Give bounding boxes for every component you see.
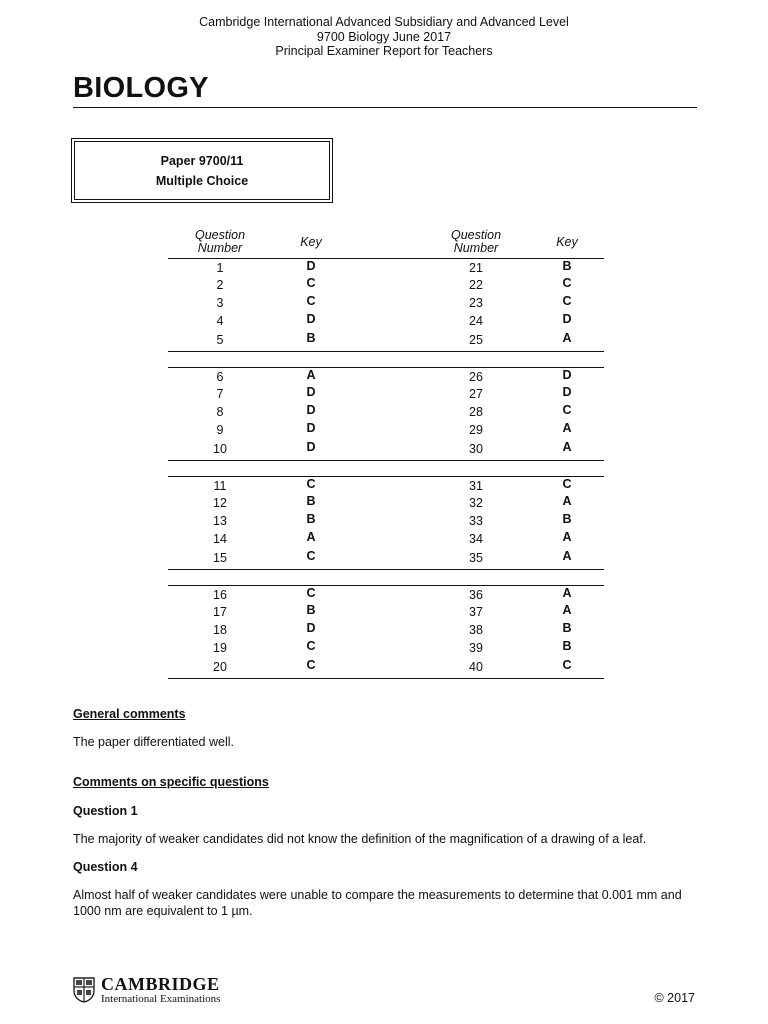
answer-key-left: D — [306, 385, 316, 399]
question-number-left: 4 — [216, 314, 224, 328]
answer-key-right: B — [562, 259, 572, 273]
question-number-right: 21 — [469, 261, 483, 275]
answer-key-left: B — [306, 331, 316, 345]
question-number-right: 22 — [469, 278, 483, 292]
question-1-text: The majority of weaker candidates did not know the definition of the magnification of a drawing of a leaf. — [73, 832, 647, 846]
table-header-row — [168, 226, 604, 258]
answer-key-right: A — [562, 331, 572, 345]
answer-key-right: C — [562, 276, 572, 290]
answer-key-right: A — [562, 586, 572, 600]
question-number-right: 28 — [469, 405, 483, 419]
answer-group — [168, 368, 604, 460]
answer-key-left: C — [306, 477, 316, 491]
answer-key-left: A — [306, 530, 316, 544]
logo-text — [101, 975, 220, 1005]
question-number-right: 35 — [469, 551, 483, 565]
answer-key-right: A — [562, 549, 572, 563]
answer-key-left: B — [306, 494, 316, 508]
header-question-number-right — [446, 229, 506, 255]
answer-key-table — [168, 226, 604, 679]
title-divider — [73, 107, 697, 108]
group-spacer — [168, 352, 604, 367]
answer-key-right: C — [562, 403, 572, 417]
question-number-left: 3 — [216, 296, 224, 310]
answer-key-right: D — [562, 385, 572, 399]
answer-key-right: D — [562, 368, 572, 382]
answer-key-left: D — [306, 621, 316, 635]
answer-group — [168, 586, 604, 678]
question-number-left: 7 — [216, 387, 224, 401]
group-spacer — [168, 570, 604, 585]
question-number-left: 16 — [213, 588, 227, 602]
header-question-word: Question — [450, 228, 502, 242]
question-number-left: 11 — [213, 479, 227, 493]
paper-code: Paper 9700/11 — [160, 153, 244, 168]
general-comments-heading: General comments — [73, 707, 186, 721]
header-question-number-left — [190, 229, 250, 255]
answer-key-right: C — [562, 658, 572, 672]
answer-key-right: A — [562, 421, 572, 435]
header-key-left: Key — [300, 235, 322, 249]
question-number-right: 34 — [469, 532, 483, 546]
subject-title: BIOLOGY — [73, 72, 209, 104]
cambridge-crest-icon — [73, 977, 95, 1003]
answer-key-left: B — [306, 512, 316, 526]
question-number-right: 30 — [469, 442, 483, 456]
header-question-word: Question — [194, 228, 246, 242]
answer-group — [168, 477, 604, 569]
question-number-right: 27 — [469, 387, 483, 401]
answer-key-right: A — [562, 494, 572, 508]
answer-key-left: D — [306, 403, 316, 417]
question-number-right: 26 — [469, 370, 483, 384]
answer-key-right: B — [562, 639, 572, 653]
question-number-left: 10 — [213, 442, 227, 456]
copyright-notice: © 2017 — [654, 991, 695, 1005]
question-number-left: 2 — [216, 278, 224, 292]
question-4-text: Almost half of weaker candidates were unable to compare the measurements to determine that 0.001 mm and 1000 nm are equivalent to 1 µm. — [73, 888, 682, 918]
question-number-left: 13 — [213, 514, 227, 528]
answer-group — [168, 259, 604, 351]
answer-key-left: B — [306, 603, 316, 617]
question-number-left: 12 — [213, 496, 227, 510]
question-number-right: 36 — [469, 588, 483, 602]
answer-key-left: C — [306, 658, 316, 672]
answer-key-right: B — [562, 512, 572, 526]
logo-sub-text: International Examinations — [101, 993, 221, 1005]
cambridge-logo — [73, 975, 220, 1005]
answer-key-left: C — [306, 549, 316, 563]
question-number-left: 15 — [213, 551, 227, 565]
paper-box — [71, 138, 333, 203]
answer-key-left: D — [306, 421, 316, 435]
answer-key-right: A — [562, 440, 572, 454]
question-number-left: 19 — [213, 641, 227, 655]
answer-key-left: C — [306, 639, 316, 653]
question-number-right: 24 — [469, 314, 483, 328]
table-rule-bottom — [168, 678, 604, 679]
answer-key-left: D — [306, 312, 316, 326]
question-number-left: 14 — [213, 532, 227, 546]
question-number-right: 38 — [469, 623, 483, 637]
answer-key-right: D — [562, 312, 572, 326]
question-number-left: 9 — [216, 423, 224, 437]
question-number-left: 17 — [213, 605, 227, 619]
question-number-left: 1 — [216, 261, 224, 275]
group-spacer — [168, 461, 604, 476]
answer-key-left: D — [306, 440, 316, 454]
question-number-right: 29 — [469, 423, 483, 437]
question-number-right: 25 — [469, 333, 483, 347]
question-number-right: 37 — [469, 605, 483, 619]
question-number-left: 18 — [213, 623, 227, 637]
answer-key-left: C — [306, 294, 316, 308]
answer-key-right: B — [562, 621, 572, 635]
answer-key-right: C — [562, 477, 572, 491]
header-number-word: Number — [197, 241, 243, 255]
header-number-word: Number — [453, 241, 499, 255]
question-number-left: 8 — [216, 405, 224, 419]
header-line-institution: Cambridge International Advanced Subsidiary and Advanced Level — [199, 15, 569, 29]
question-number-right: 31 — [469, 479, 483, 493]
question-number-right: 23 — [469, 296, 483, 310]
question-number-left: 20 — [213, 660, 227, 674]
table-body — [168, 258, 604, 679]
question-number-left: 5 — [216, 333, 224, 347]
general-comments-text: The paper differentiated well. — [73, 735, 234, 749]
question-number-right: 33 — [469, 514, 483, 528]
report-header — [0, 15, 768, 59]
answer-key-left: C — [306, 276, 316, 290]
question-number-left: 6 — [216, 370, 224, 384]
paper-box-inner — [74, 141, 330, 200]
question-1-label: Question 1 — [73, 804, 138, 818]
answer-key-left: D — [306, 259, 316, 273]
header-line-syllabus: 9700 Biology June 2017 — [316, 29, 452, 44]
specific-comments-heading: Comments on specific questions — [73, 775, 269, 789]
question-number-right: 32 — [469, 496, 483, 510]
header-line-report: Principal Examiner Report for Teachers — [275, 44, 493, 58]
answer-key-right: A — [562, 603, 572, 617]
paper-type: Multiple Choice — [155, 173, 249, 188]
answer-key-left: C — [306, 586, 316, 600]
answer-key-right: C — [562, 294, 572, 308]
answer-key-left: A — [306, 368, 316, 382]
logo-main-text: CAMBRIDGE — [101, 974, 220, 994]
answer-key-right: A — [562, 530, 572, 544]
header-key-right: Key — [556, 235, 578, 249]
question-number-right: 40 — [469, 660, 483, 674]
question-number-right: 39 — [469, 641, 483, 655]
question-4-label: Question 4 — [73, 860, 138, 874]
